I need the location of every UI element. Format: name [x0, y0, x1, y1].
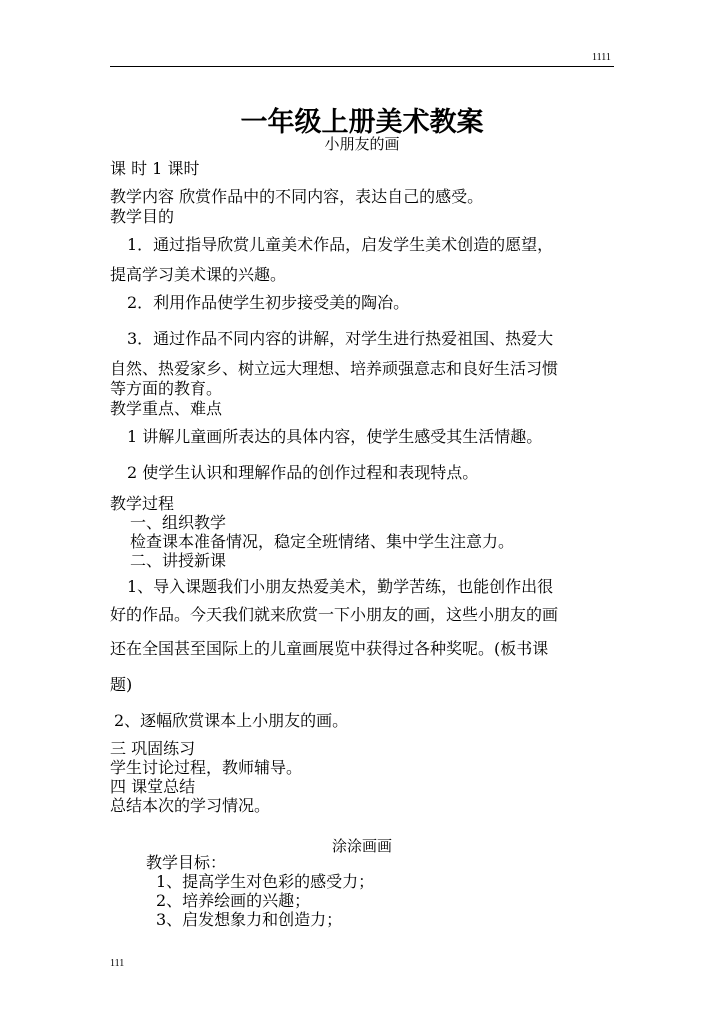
- document-subtitle: 小朋友的画: [324, 135, 400, 153]
- text-line: 提高学习美术课的兴趣。: [110, 265, 287, 284]
- document-title: 一年级上册美术教案: [240, 107, 484, 138]
- text-line: 一、组织教学: [130, 513, 227, 532]
- text-line: 教学目的: [110, 207, 175, 226]
- text-line: 2．利用作品使学生初步接受美的陶冶。: [127, 293, 410, 312]
- text-line: 2、逐幅欣赏课本上小朋友的画。: [114, 711, 349, 730]
- text-line: 3．通过作品不同内容的讲解，对学生进行热爱祖国、热爱大: [127, 329, 554, 348]
- text-line: 二、讲授新课: [130, 551, 227, 570]
- header-rule: [110, 66, 614, 67]
- text-line: 教学内容 欣赏作品中的不同内容，表达自己的感受。: [110, 187, 484, 206]
- text-line: 还在全国甚至国际上的儿童画展览中获得过各种奖呢。(板书课: [110, 639, 549, 658]
- header-page-number: 1111: [592, 52, 611, 63]
- text-line: 2、培养绘画的兴趣；: [156, 891, 311, 910]
- text-line: 总结本次的学习情况。: [110, 796, 271, 815]
- section-title: 涂涂画画: [331, 837, 392, 855]
- text-line: 教学过程: [110, 494, 175, 513]
- text-line: 三 巩固练习: [110, 739, 196, 758]
- text-line: 1、导入课题我们小朋友热爱美术，勤学苦练，也能创作出很: [127, 577, 554, 596]
- text-line: 教学重点、难点: [110, 399, 223, 418]
- footer-page-number: 111: [110, 958, 125, 969]
- text-line: 2 使学生认识和理解作品的创作过程和表现特点。: [127, 463, 479, 482]
- text-line: 课 时 1 课时: [110, 159, 200, 178]
- text-line: 自然、热爱家乡、树立远大理想、培养顽强意志和良好生活习惯: [110, 359, 559, 378]
- text-line: 等方面的教育。: [110, 379, 223, 398]
- text-line: 教学目标：: [146, 853, 227, 872]
- text-line: 1、提高学生对色彩的感受力；: [156, 872, 375, 891]
- text-line: 1．通过指导欣赏儿童美术作品，启发学生美术创造的愿望，: [127, 235, 554, 254]
- text-line: 学生讨论过程，教师辅导。: [110, 758, 303, 777]
- text-line: 3、启发想象力和创造力；: [156, 910, 343, 929]
- text-line: 题): [110, 675, 133, 694]
- text-line: 四 课堂总结: [110, 777, 196, 796]
- text-line: 好的作品。今天我们就来欣赏一下小朋友的画，这些小朋友的画: [110, 605, 559, 624]
- text-line: 检查课本准备情况，稳定全班情绪、集中学生注意力。: [130, 532, 515, 551]
- text-line: 1 讲解儿童画所表达的具体内容，使学生感受其生活情趣。: [127, 427, 543, 446]
